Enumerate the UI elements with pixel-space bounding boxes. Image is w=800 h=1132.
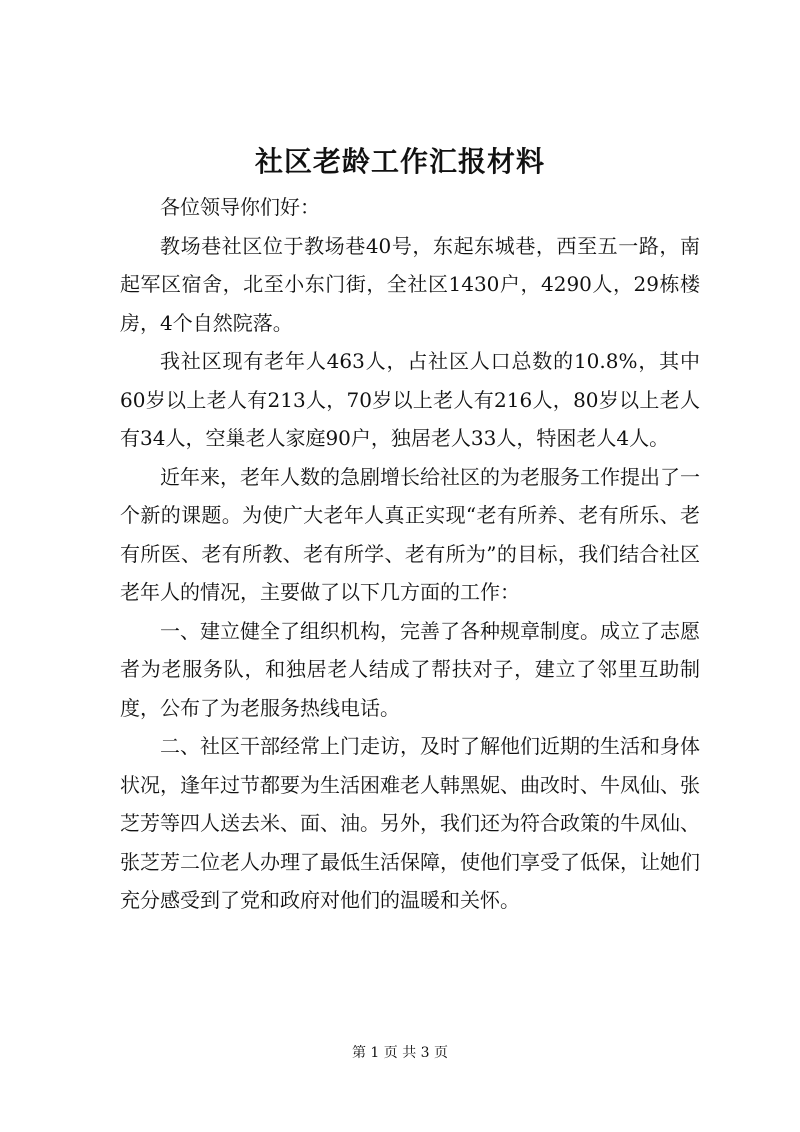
greeting-paragraph: 各位领导你们好： [160, 195, 320, 219]
document-title: 社区老龄工作汇报材料 [254, 145, 545, 178]
work-item-one-paragraph: 一、建立健全了组织机构，完善了各种规章制度。成立了志愿者为老服务队，和独居老人结成了帮扶对子，建立了邻里互助制度，公布了为老服务热线电话。 [120, 618, 700, 720]
page-number-footer: 第 1 页 共 3 页 [351, 1045, 449, 1061]
location-paragraph: 教场巷社区位于教场巷40号，东起东城巷，西至五一路，南起军区宿舍，北至小东门街，全社区1430户，4290人，29栋楼房，4个自然院落。 [120, 233, 700, 335]
overview-paragraph: 近年来，老年人数的急剧增长给社区的为老服务工作提出了一个新的课题。为使广大老年人真正实现“老有所养、老有所乐、老有所医、老有所教、老有所学、老有所为”的目标，我们结合社区老年人的情况，主要做了以下几方面的工作： [120, 464, 700, 604]
population-paragraph: 我社区现有老年人463人，占社区人口总数的10.8%，其中60岁以上老人有213人，70岁以上老人有216人，80岁以上老人有34人，空巢老人家庭90户，独居老人33人，特困老人4人。 [120, 349, 700, 450]
document-body [120, 188, 700, 920]
work-item-two-paragraph: 二、社区干部经常上门走访，及时了解他们近期的生活和身体状况，逢年过节都要为生活困难老人韩黑妮、曲改时、牛凤仙、张芝芳等四人送去米、面、油。另外，我们还为符合政策的牛凤仙、张芝芳二位老人办理了最低生活保障，使他们享受了低保，让她们充分感受到了党和政府对他们的温暖和关怀。 [120, 734, 700, 912]
